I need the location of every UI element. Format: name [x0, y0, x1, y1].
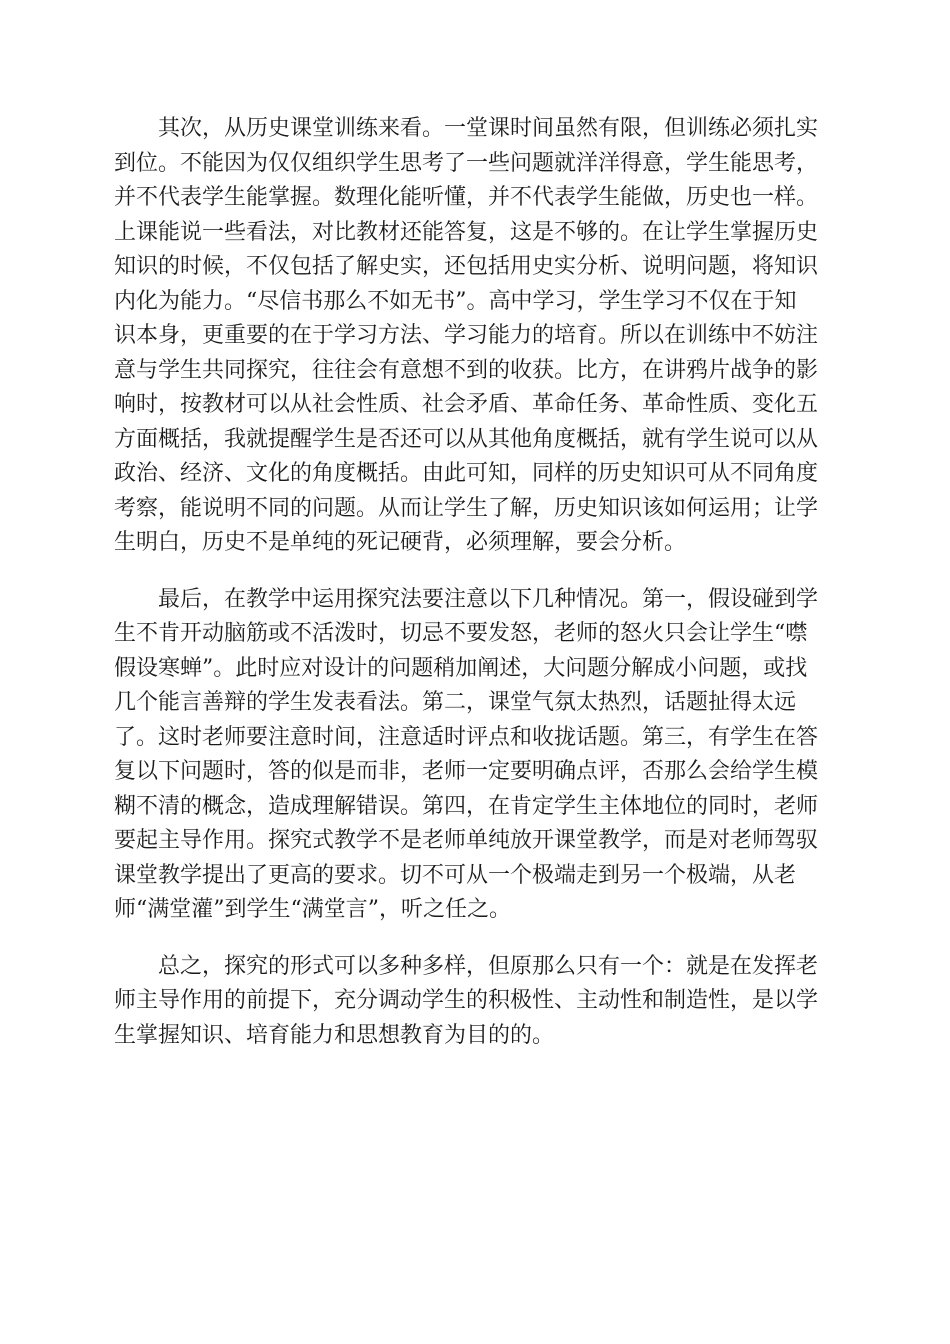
text-line: 上课能说一些看法，对比教材还能答复，这是不够的。在让学生掌握历史 — [114, 219, 819, 245]
text-line: 总之，探究的形式可以多种多样，但原那么只有一个：就是在发挥老 — [158, 953, 819, 979]
text-line: 几个能言善辩的学生发表看法。第二，课堂气氛太热烈，话题扯得太远 — [114, 690, 797, 715]
text-line: 了。这时老师要注意时间，注意适时评点和收拢话题。第三，有学生在答 — [114, 724, 819, 750]
text-line: 其次，从历史课堂训练来看。一堂课时间虽然有限，但训练必须扎实 — [158, 116, 819, 141]
text-line: 方面概括，我就提醒学生是否还可以从其他角度概括，就有学生说可以从 — [114, 426, 819, 452]
text-line: 到位。不能因为仅仅组织学生思考了一些问题就洋洋得意，学生能思考， — [114, 150, 819, 176]
text-line: 响时，按教材可以从社会性质、社会矛盾、革命任务、革命性质、变化五 — [114, 392, 819, 417]
text-line: 意与学生共同探究，往往会有意想不到的收获。比方，在讲鸦片战争的影 — [114, 357, 819, 383]
text-line: 复以下问题时，答的似是而非，老师一定要明确点评，否那么会给学生模 — [114, 759, 819, 784]
text-line: 糊不清的概念，造成理解错误。第四，在肯定学生主体地位的同时，老师 — [114, 793, 819, 819]
text-line: 识本身，更重要的在于学习方法、学习能力的培育。所以在训练中不妨注 — [114, 323, 819, 348]
text-line: 假设寒蝉”。此时应对设计的问题稍加阐述，大问题分解成小问题，或找 — [114, 655, 808, 681]
text-line: 生不肯开动脑筋或不活泼时，切忌不要发怒，老师的怒火只会让学生“噤 — [114, 621, 808, 646]
text-line: 政治、经济、文化的角度概括。由此可知，同样的历史知识可从不同角度 — [114, 461, 819, 486]
paragraph-inquiry-cautions — [114, 583, 834, 928]
text-line: 最后，在教学中运用探究法要注意以下几种情况。第一，假设碰到学 — [158, 586, 819, 612]
text-line: 内化为能力。“尽信书那么不如无书”。高中学习，学生学习不仅在于知 — [114, 288, 797, 314]
text-line: 生掌握知识、培育能力和思想教育为目的的。 — [114, 1022, 555, 1048]
paragraph-conclusion — [114, 950, 834, 1054]
paragraph-history-training — [114, 112, 834, 561]
text-line: 要起主导作用。探究式教学不是老师单纯放开课堂教学，而是对老师驾驭 — [114, 828, 819, 853]
text-line: 并不代表学生能掌握。数理化能听懂，并不代表学生能做，历史也一样。 — [114, 185, 819, 210]
text-line: 生明白，历史不是单纯的死记硬背，必须理解，要会分析。 — [114, 530, 687, 555]
text-line: 考察，能说明不同的问题。从而让学生了解，历史知识该如何运用；让学 — [114, 495, 819, 521]
text-line: 师主导作用的前提下，充分调动学生的积极性、主动性和制造性，是以学 — [114, 988, 819, 1013]
text-line: 知识的时候，不仅包括了解史实，还包括用史实分析、说明问题，将知识 — [114, 254, 819, 279]
document-body — [114, 112, 834, 1075]
text-line: 师“满堂灌”到学生“满堂言”，听之任之。 — [114, 897, 511, 922]
text-line: 课堂教学提出了更高的要求。切不可从一个极端走到另一个极端，从老 — [114, 862, 797, 888]
